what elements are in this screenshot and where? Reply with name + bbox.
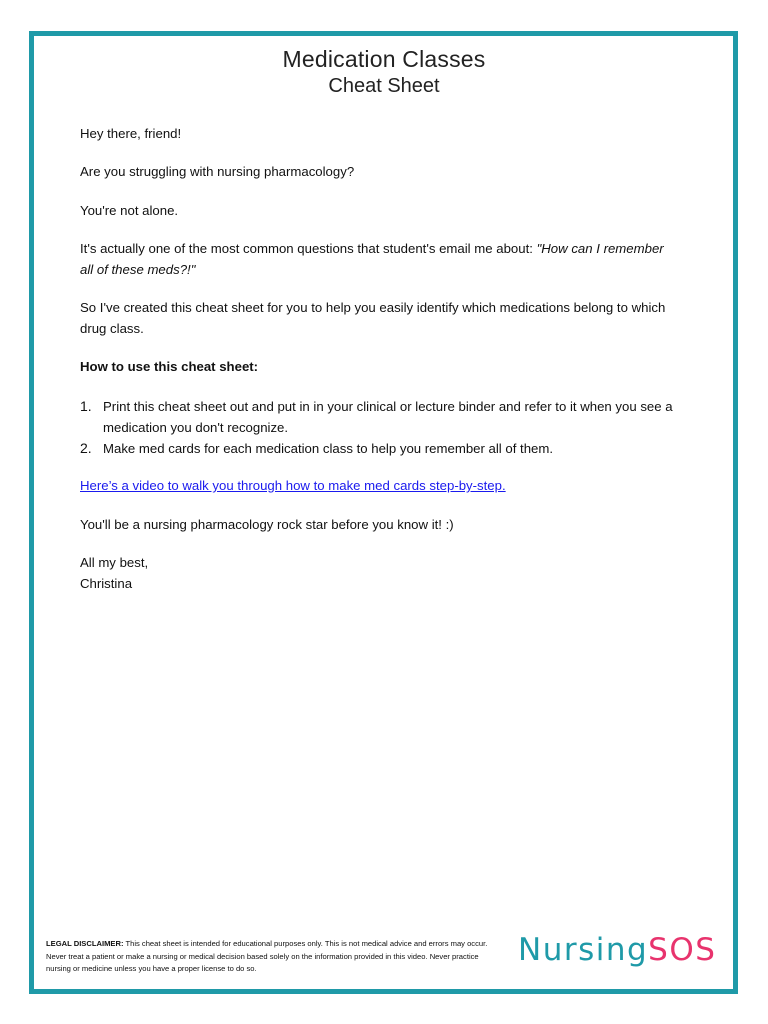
disclaimer-text: This cheat sheet is intended for educational purposes only. This is not medical advice and errors may occur. Never treat a patient or make a nursing or medical decision based solely on the information provided in this video. Never practice nursing or medicine unless you have a proper license to do so.: [46, 939, 488, 973]
step-line-2: medication you don't recognize.: [103, 420, 289, 435]
step-line-1: Make med cards for each medication class to help you remember all of them.: [103, 441, 554, 456]
list-item: [80, 438, 712, 459]
not-alone: You're not alone.: [80, 203, 179, 218]
logo-part-sos: SOS: [648, 932, 717, 968]
rock-star: You'll be a nursing pharmacology rock star before you know it! :): [80, 517, 454, 532]
common-question-paragraph: [80, 238, 710, 280]
step-number: 1.: [80, 398, 92, 414]
disclaimer-label: LEGAL DISCLAIMER:: [46, 939, 124, 948]
steps-list: [80, 396, 712, 459]
signature: Christina: [80, 576, 133, 591]
page-title: Medication Classes: [282, 46, 486, 72]
signoff-block: [80, 552, 710, 594]
legal-disclaimer: [46, 938, 502, 976]
created-line-1: So I've created this cheat sheet for you to help you easily identify which medications belong to which: [80, 300, 666, 315]
how-to-heading: How to use this cheat sheet:: [80, 359, 259, 374]
video-link[interactable]: Here’s a video to walk you through how to make med cards step-by-step.: [80, 478, 506, 493]
created-paragraph: [80, 297, 710, 339]
quote-line-1: "How can I remember: [536, 241, 664, 256]
nursingsos-logo: [518, 932, 716, 968]
step-line-1: Print this cheat sheet out and put in in your clinical or lecture binder and refer to it when you see a: [103, 399, 673, 414]
greeting: Hey there, friend!: [80, 126, 182, 141]
question: Are you struggling with nursing pharmacology?: [80, 164, 355, 179]
quote-line-2: all of these meds?!": [80, 262, 196, 277]
video-link-paragraph: [80, 475, 710, 496]
logo-part-nursing: Nursing: [518, 932, 649, 968]
created-line-2: drug class.: [80, 321, 144, 336]
step-number: 2.: [80, 440, 92, 456]
common-question-text: It's actually one of the most common questions that student's email me about:: [80, 241, 537, 256]
list-item: [80, 396, 712, 438]
signoff: All my best,: [80, 555, 149, 570]
page-subtitle: Cheat Sheet: [328, 75, 440, 97]
